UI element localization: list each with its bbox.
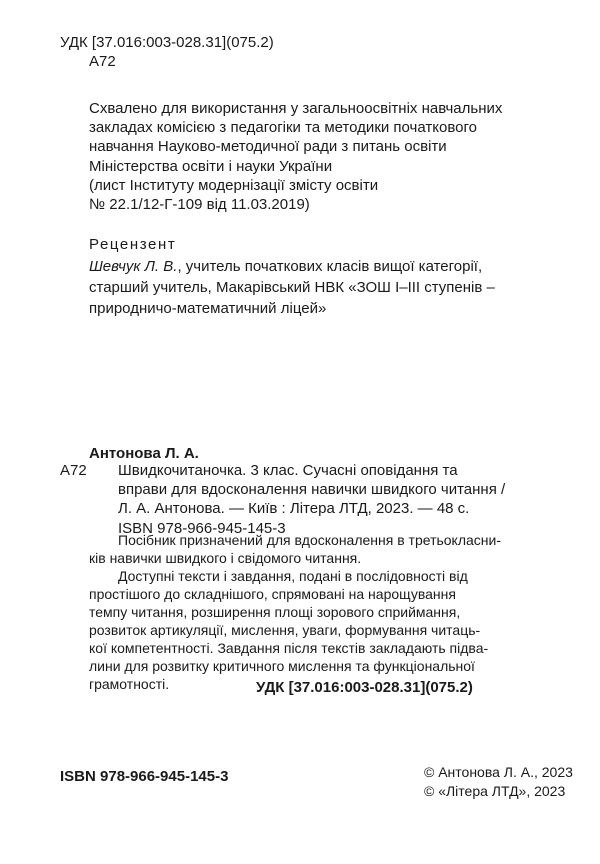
catalog-mark: А72 [60, 462, 87, 479]
annotation-line: грамотності. [89, 676, 170, 692]
approval-text [89, 99, 502, 214]
annotation-line: кої компетентності. Завдання після текстів закладають підва- [89, 640, 489, 656]
isbn: ISBN 978-966-945-145-3 [60, 768, 229, 785]
annotation-line: Посібник призначений для вдосконалення в третьокласни- [118, 532, 502, 548]
approval-line: (лист Інституту модернізації змісту освіти [89, 176, 379, 194]
annotation-line: Доступні тексти і завдання, подані в послідовності від [118, 568, 468, 584]
catalog-line: Л. А. Антонова. — Київ : Літера ЛТД, 2023. — 48 с. [118, 500, 470, 518]
approval-line: Міністерства освіти і науки України [89, 157, 333, 175]
annotation-line: лини для розвитку критичного мислення та функціональної [89, 658, 475, 674]
reviewer-line-rest: , учитель початкових класів вищої категорії, [177, 258, 483, 275]
copyright-line: © Антонова Л. А., 2023 [424, 764, 573, 780]
approval-line: закладах комісією з педагогіки та методики початкового [89, 119, 477, 137]
annotation-text [89, 531, 501, 693]
catalog-author: Антонова Л. А. [89, 445, 199, 462]
annotation-line: темпу читання, розширення площі зорового сприймання, [89, 604, 461, 620]
approval-line: Схвалено для використання у загальноосвітніх навчальних [89, 100, 503, 117]
author-mark-header: А72 [89, 53, 116, 70]
reviewer-line [89, 256, 495, 277]
catalog-description [118, 461, 505, 538]
catalog-line: Швидкочитаночка. 3 клас. Сучасні оповідання та [118, 462, 458, 479]
copyright [424, 763, 573, 801]
annotation-line: простішого до складнішого, спрямовані на нарощування [89, 586, 456, 602]
reviewer-line: природничо-математичний ліцей» [89, 300, 327, 317]
annotation-line: ків навички швидкого і свідомого читання. [89, 550, 362, 566]
approval-line: навчання Науково-методичної ради з питань освіти [89, 138, 447, 156]
reviewer-heading: Рецензент [89, 236, 177, 253]
copyright-line: © «Літера ЛТД», 2023 [424, 783, 566, 799]
annotation-line: розвиток артикуляції, мислення, уваги, формування читаць- [89, 622, 481, 638]
reviewer-name: Шевчук Л. В. [89, 258, 178, 275]
catalog-line: вправи для вдосконалення навички швидкого читання / [118, 481, 506, 499]
udk-footer: УДК [37.016:003-028.31](075.2) [256, 679, 473, 696]
catalog-line: ISBN 978-966-945-145-3 [118, 519, 286, 537]
approval-line: № 22.1/12-Г-109 від 11.03.2019) [89, 196, 310, 214]
udk-header: УДК [37.016:003-028.31](075.2) [60, 34, 274, 51]
reviewer-line: старший учитель, Макарівський НВК «ЗОШ І–ІІІ ступенів – [89, 279, 495, 296]
reviewer-text [89, 256, 495, 319]
